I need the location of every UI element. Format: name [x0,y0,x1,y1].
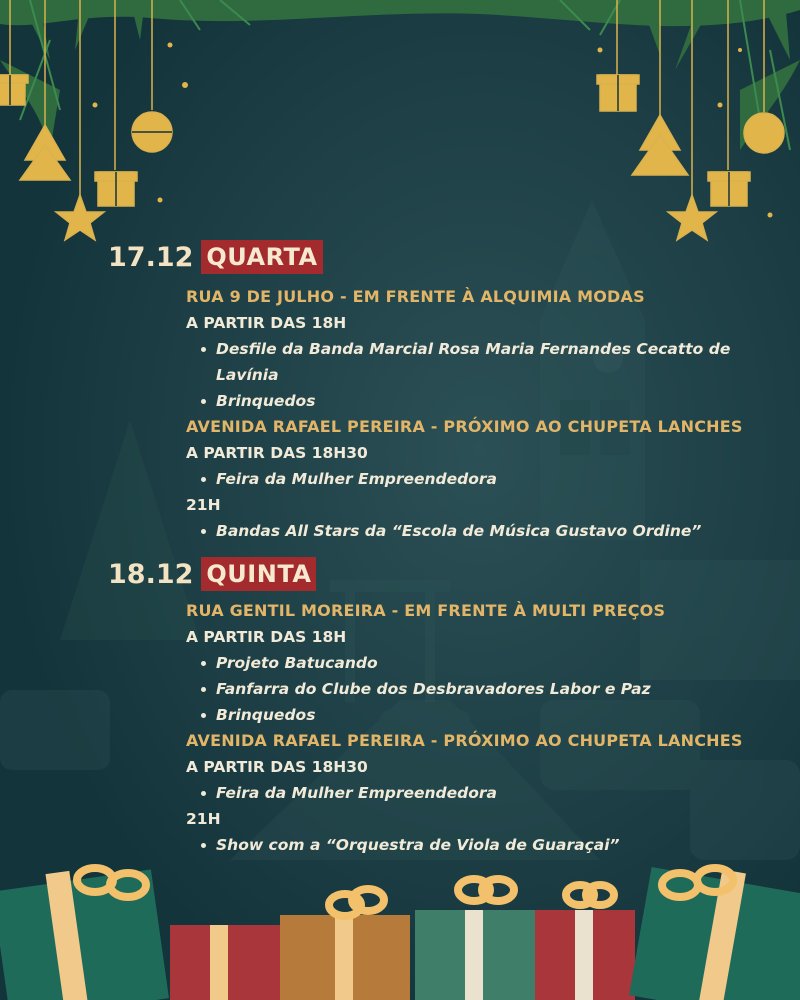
bullet-icon [201,347,206,352]
event-list [186,650,776,728]
bullet-icon [201,477,206,482]
bullet-icon [201,713,206,718]
bullet-icon [201,529,206,534]
list-item: Bandas All Stars da “Escola de Música Gustavo Ordine” [186,518,776,544]
day-header [108,240,323,274]
event-list [186,336,776,414]
day-date: 18.12 [108,558,194,590]
list-item: Feira da Mulher Empreendedora [186,466,776,492]
list-item: Brinquedos [186,702,776,728]
event-list [186,832,776,858]
event-location: AVENIDA RAFAEL PEREIRA - PRÓXIMO AO CHUPETA LANCHES [186,417,743,436]
bullet-icon [201,791,206,796]
event-list [186,518,776,544]
event-time: 21H [186,810,221,828]
event-time: A PARTIR DAS 18H30 [186,758,368,776]
day-header [108,557,316,591]
list-item: Fanfarra do Clube dos Desbravadores Labor e Paz [186,676,776,702]
event-location: AVENIDA RAFAEL PEREIRA - PRÓXIMO AO CHUPETA LANCHES [186,731,743,750]
list-item: Projeto Batucando [186,650,776,676]
list-item: Show com a “Orquestra de Viola de Guaraçai” [186,832,776,858]
weekday-badge: QUINTA [201,557,316,591]
day-events [186,284,776,544]
event-location: RUA 9 DE JULHO - EM FRENTE À ALQUIMIA MODAS [186,287,645,306]
bullet-icon [201,687,206,692]
event-time: A PARTIR DAS 18H [186,628,347,646]
event-location: RUA GENTIL MOREIRA - EM FRENTE À MULTI PREÇOS [186,601,666,620]
list-item: Brinquedos [186,388,776,414]
event-time: 21H [186,496,221,514]
bullet-icon [201,399,206,404]
bullet-icon [201,843,206,848]
bullet-icon [201,661,206,666]
event-list [186,780,776,806]
weekday-badge: QUARTA [201,240,322,274]
event-list [186,466,776,492]
event-time: A PARTIR DAS 18H [186,314,347,332]
list-item: Desfile da Banda Marcial Rosa Maria Fernandes Cecatto de Lavínia [186,336,776,388]
list-item: Feira da Mulher Empreendedora [186,780,776,806]
day-date: 17.12 [108,241,194,273]
event-time: A PARTIR DAS 18H30 [186,444,368,462]
day-events [186,598,776,858]
